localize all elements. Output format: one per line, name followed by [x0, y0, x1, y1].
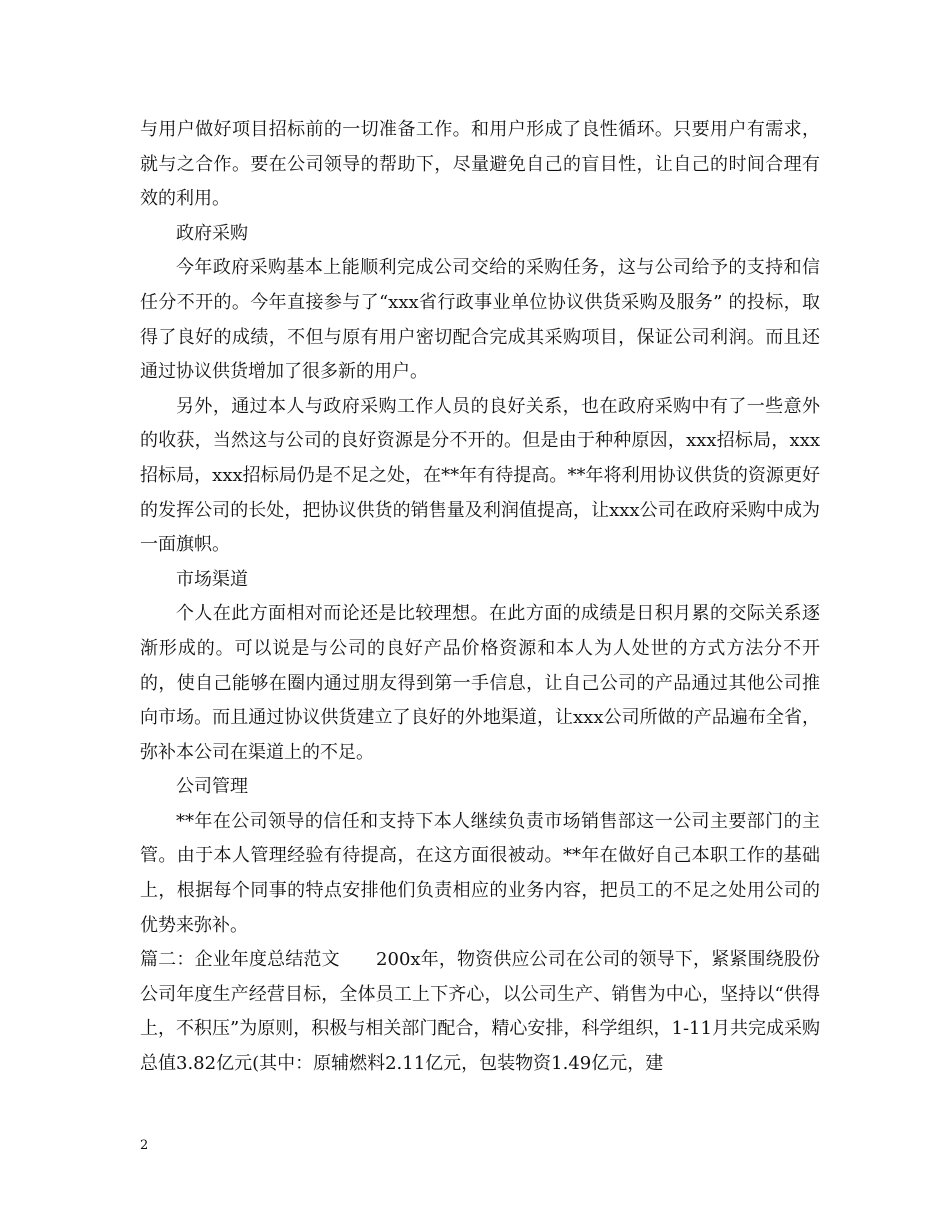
paragraph-procurement-tasks: 今年政府采购基本上能顺利完成公司交给的采购任务，这与公司给予的支持和信任分不开的。今年直接参与了“xxx省行政事业单位协议供货采购及服务” 的投标，取得了良好的成绩，不但与原有用户密切配合完成其采购项目，保证公司利润。而且还通过协议供货增加了很多新的用户。 [140, 257, 820, 383]
paragraph-company-management: **年在公司领导的信任和支持下本人继续负责市场销售部这一公司主要部门的主管。由于本人管理经验有待提高，在这方面很被动。**年在做好自己本职工作的基础上，根据每个同事的特点安排他们负责相应的业务内容，把员工的不足之处用公司的优势来弥补。 [140, 810, 820, 936]
document-body [140, 113, 820, 1082]
section-heading-government-procurement: 政府采购 [176, 222, 248, 244]
paragraph-procurement-extra: 另外，通过本人与政府采购工作人员的良好关系，也在政府采购中有了一些意外的收获，当然这与公司的良好资源是分不开的。但是由于种种原因，xxx招标局，xxx招标局，xxx招标局仍是不足之处，在**年有待提高。**年将利用协议供货的资源更好的发挥公司的长处，把协议供货的销售量及利润值提高，让xxx公司在政府采购中成为一面旗帜。 [140, 395, 820, 556]
page-number: 2 [140, 1138, 149, 1153]
section-heading-company-management: 公司管理 [176, 776, 248, 798]
paragraph-market-channels: 个人在此方面相对而论还是比较理想。在此方面的成绩是日积月累的交际关系逐渐形成的。可以说是与公司的良好产品价格资源和本人为人处世的方式方法分不开的，使自己能够在圈内通过朋友得到第一手信息，让自己公司的产品通过其他公司推向市场。而且通过协议供货建立了良好的外地渠道，让xxx公司所做的产品遍布全省，弥补本公司在渠道上的不足。 [140, 603, 820, 763]
paragraph-part-two: 篇二：企业年度总结范文 200x年，物资供应公司在公司的领导下，紧紧围绕股份公司年度生产经营目标，全体员工上下齐心，以公司生产、销售为中心，坚持以“供得上，不积压”为原则，积极与相关部门配合，精心安排，科学组织，1-11月共完成采购总值3.82亿元(其中：原辅燃料2.11亿元，包装物资1.49亿元，建 [140, 949, 820, 1075]
section-heading-market-channels: 市场渠道 [176, 568, 248, 590]
paragraph-continuation: 与用户做好项目招标前的一切准备工作。和用户形成了良性循环。只要用户有需求，就与之合作。要在公司领导的帮助下，尽量避免自己的盲目性，让自己的时间合理有效的利用。 [140, 119, 820, 210]
